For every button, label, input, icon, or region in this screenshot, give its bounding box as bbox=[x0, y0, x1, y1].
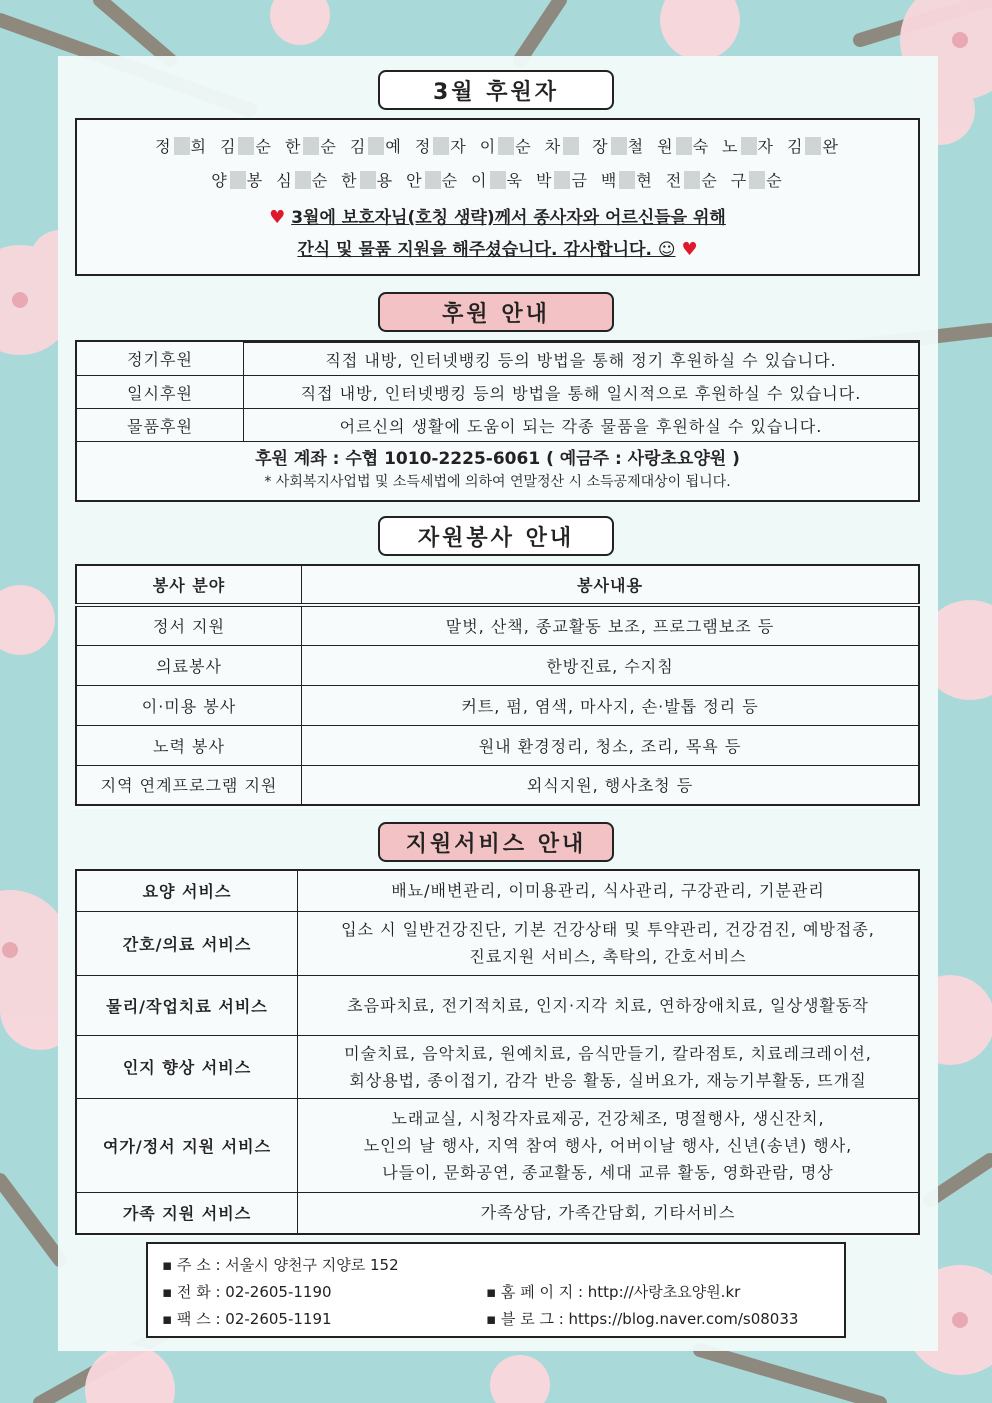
name-part: 구 bbox=[730, 171, 749, 190]
sponsor-name bbox=[545, 137, 580, 156]
service-name: 인지 향상 서비스 bbox=[76, 1035, 298, 1098]
volunteer-content: 원내 환경정리, 청소, 조리, 목욕 등 bbox=[302, 725, 920, 765]
name-part: 김 bbox=[220, 137, 238, 156]
service-detail bbox=[298, 870, 920, 911]
name-part: 김 bbox=[786, 137, 805, 156]
sponsor-name bbox=[285, 137, 338, 156]
name-part: 예 bbox=[385, 137, 403, 156]
sponsor-name bbox=[601, 171, 654, 190]
redaction-block bbox=[303, 137, 319, 155]
service-row bbox=[76, 1035, 919, 1098]
service-detail-line: 배뇨/배변관리, 이미용관리, 식사관리, 구강관리, 기분관리 bbox=[391, 881, 825, 901]
redaction-block bbox=[554, 171, 570, 189]
sponsors-title: 3월 후원자 bbox=[378, 70, 614, 110]
donation-type: 일시후원 bbox=[77, 376, 244, 409]
sponsor-name bbox=[406, 171, 459, 190]
name-part: 현 bbox=[636, 171, 654, 190]
name-part: 용 bbox=[376, 171, 395, 190]
service-detail-line: 나들이, 문화공연, 종교활동, 세대 교류 활동, 영화관람, 명상 bbox=[382, 1162, 834, 1182]
name-part: 한 bbox=[284, 137, 303, 156]
service-detail-line: 회상용법, 종이접기, 감각 반응 활동, 실버요가, 재능기부활동, 뜨개질 bbox=[349, 1070, 867, 1090]
volunteer-content: 커트, 펌, 염색, 마사지, 손·발톱 정리 등 bbox=[302, 685, 920, 725]
name-part: 자 bbox=[450, 137, 468, 156]
name-part: 김 bbox=[349, 137, 368, 156]
redaction-block bbox=[684, 171, 700, 189]
services-table bbox=[75, 869, 920, 1235]
service-detail bbox=[298, 975, 920, 1035]
donation-table bbox=[77, 342, 918, 442]
redaction-block bbox=[238, 137, 254, 155]
services-box bbox=[75, 869, 920, 1237]
volunteer-content: 외식지원, 행사초청 등 bbox=[302, 765, 920, 805]
name-part: 차 bbox=[544, 137, 563, 156]
name-part: 순 bbox=[441, 171, 460, 190]
heart-icon: ♥ bbox=[681, 239, 698, 260]
donation-row bbox=[77, 376, 918, 409]
redaction-block bbox=[425, 171, 441, 189]
name-part: 원 bbox=[657, 137, 675, 156]
service-name: 요양 서비스 bbox=[76, 870, 298, 911]
sponsor-name bbox=[536, 171, 589, 190]
name-part: 숙 bbox=[692, 137, 711, 156]
donation-desc: 직접 내방, 인터넷뱅킹 등의 방법을 통해 일시적으로 후원하실 수 있습니다. bbox=[244, 376, 919, 409]
sponsor-name bbox=[341, 171, 394, 190]
sponsor-name bbox=[155, 137, 208, 156]
name-part: 정 bbox=[414, 137, 433, 156]
service-name: 물리/작업치료 서비스 bbox=[76, 975, 298, 1035]
service-detail bbox=[298, 1035, 920, 1098]
name-part: 순 bbox=[515, 137, 533, 156]
name-part: 완 bbox=[822, 137, 840, 156]
volunteer-table bbox=[75, 564, 920, 806]
volunteer-title: 자원봉사 안내 bbox=[378, 516, 614, 556]
service-detail-line: 진료지원 서비스, 촉탁의, 간호서비스 bbox=[469, 947, 747, 966]
service-detail-line: 미술치료, 음악치료, 원예치료, 음식만들기, 칼라점토, 치료레크레이션, bbox=[344, 1043, 872, 1063]
sponsor-name bbox=[592, 137, 645, 156]
service-detail-line: 노인의 날 행사, 지역 참여 행사, 어버이날 행사, 신년(송년) 행사, bbox=[363, 1135, 853, 1155]
homepage-link[interactable]: ▪ 홈 페 이 지 : http://사랑초요양원.kr bbox=[486, 1283, 741, 1301]
redaction-block bbox=[563, 137, 579, 155]
sponsor-name bbox=[350, 137, 403, 156]
name-part: 금 bbox=[571, 171, 589, 190]
redaction-block bbox=[498, 137, 514, 155]
name-part: 전 bbox=[665, 171, 684, 190]
volunteer-row bbox=[76, 605, 919, 645]
phone: ▪ 전 화 : 02-2605-1190 bbox=[162, 1283, 332, 1301]
donation-type: 물품후원 bbox=[77, 409, 244, 442]
sponsor-name bbox=[211, 171, 264, 190]
sponsor-name bbox=[415, 137, 468, 156]
service-detail-line: 초음파치료, 전기적치료, 인지·지각 치료, 연하장애치료, 일상생활동작 bbox=[347, 995, 869, 1015]
donation-box bbox=[75, 340, 920, 502]
service-row bbox=[76, 975, 919, 1035]
name-part: 심 bbox=[276, 171, 294, 190]
volunteer-box bbox=[75, 564, 920, 809]
sponsor-names-row bbox=[77, 130, 918, 164]
sponsor-name bbox=[471, 171, 524, 190]
blog-link[interactable]: ▪ 블 로 그 : https://blog.naver.com/s08033 bbox=[486, 1310, 799, 1328]
redaction-block bbox=[749, 171, 765, 189]
sponsor-name bbox=[657, 137, 710, 156]
name-part: 봉 bbox=[246, 171, 265, 190]
redaction-block bbox=[360, 171, 376, 189]
sponsor-name bbox=[276, 171, 329, 190]
service-row bbox=[76, 1192, 919, 1234]
name-part: 박 bbox=[535, 171, 554, 190]
fax: ▪ 팩 스 : 02-2605-1191 bbox=[162, 1310, 332, 1328]
name-part: 순 bbox=[311, 171, 330, 190]
service-row bbox=[76, 1098, 919, 1192]
volunteer-row bbox=[76, 645, 919, 685]
sponsor-names-row bbox=[77, 164, 918, 198]
service-detail-line: 가족상담, 가족간담회, 기타서비스 bbox=[480, 1203, 736, 1223]
services-title: 지원서비스 안내 bbox=[378, 822, 614, 862]
name-part: 정 bbox=[155, 137, 173, 156]
name-part: 노 bbox=[722, 137, 740, 156]
service-detail bbox=[298, 911, 920, 975]
redaction-block bbox=[490, 171, 506, 189]
volunteer-field: 노력 봉사 bbox=[76, 725, 302, 765]
volunteer-row bbox=[76, 685, 919, 725]
service-row bbox=[76, 911, 919, 975]
redaction-block bbox=[805, 137, 821, 155]
donation-desc: 어르신의 생활에 도움이 되는 각종 물품을 후원하실 수 있습니다. bbox=[244, 409, 919, 442]
sponsors-box bbox=[75, 118, 920, 276]
heart-icon: ♥ bbox=[269, 207, 286, 228]
name-part: 이 bbox=[471, 171, 489, 190]
volunteer-row bbox=[76, 765, 919, 805]
name-part: 양 bbox=[211, 171, 229, 190]
header-content: 봉사내용 bbox=[302, 565, 920, 605]
name-part: 순 bbox=[255, 137, 273, 156]
donation-type: 정기후원 bbox=[77, 343, 244, 376]
service-name: 간호/의료 서비스 bbox=[76, 911, 298, 975]
sponsor-name bbox=[666, 171, 719, 190]
redaction-block bbox=[230, 171, 246, 189]
redaction-block bbox=[295, 171, 311, 189]
service-row bbox=[76, 870, 919, 911]
volunteer-field: 지역 연계프로그램 지원 bbox=[76, 765, 302, 805]
service-name: 가족 지원 서비스 bbox=[76, 1192, 298, 1234]
name-part: 철 bbox=[627, 137, 646, 156]
sponsor-name bbox=[731, 171, 784, 190]
donation-row bbox=[77, 343, 918, 376]
name-part: 순 bbox=[320, 137, 338, 156]
redaction-block bbox=[619, 171, 635, 189]
service-detail-line: 노래교실, 시청각자료제공, 건강체조, 명절행사, 생신잔치, bbox=[391, 1108, 825, 1128]
volunteer-row bbox=[76, 725, 919, 765]
name-part: 안 bbox=[406, 171, 424, 190]
header-field: 봉사 분야 bbox=[76, 565, 302, 605]
address: ▪ 주 소 : 서울시 양천구 지양로 152 bbox=[162, 1256, 399, 1274]
redaction-block bbox=[174, 137, 190, 155]
name-part: 백 bbox=[600, 171, 619, 190]
thanks-line-1 bbox=[77, 202, 918, 234]
service-name: 여가/정서 지원 서비스 bbox=[76, 1098, 298, 1192]
donation-title: 후원 안내 bbox=[378, 292, 614, 332]
name-part: 순 bbox=[766, 171, 784, 190]
contact-footer bbox=[146, 1242, 846, 1338]
name-part: 희 bbox=[190, 137, 209, 156]
thanks-line-2 bbox=[77, 234, 918, 266]
name-part: 욱 bbox=[506, 171, 524, 190]
service-detail bbox=[298, 1192, 920, 1234]
redaction-block bbox=[368, 137, 384, 155]
name-part: 자 bbox=[757, 137, 775, 156]
redaction-block bbox=[676, 137, 692, 155]
thanks-text-2: 간식 및 물품 지원을 해주셨습니다. 감사합니다. ☺ bbox=[297, 240, 676, 260]
name-part: 순 bbox=[701, 171, 719, 190]
sponsor-name bbox=[787, 137, 840, 156]
donation-desc: 직접 내방, 인터넷뱅킹 등의 방법을 통해 정기 후원하실 수 있습니다. bbox=[244, 343, 919, 376]
volunteer-field: 의료봉사 bbox=[76, 645, 302, 685]
redaction-block bbox=[611, 137, 627, 155]
service-detail bbox=[298, 1098, 920, 1192]
name-part: 장 bbox=[592, 137, 610, 156]
donation-row bbox=[77, 409, 918, 442]
volunteer-field: 이·미용 봉사 bbox=[76, 685, 302, 725]
tax-note: * 사회복지사업법 및 소득세법에 의하여 연말정산 시 소득공제대상이 됩니다. bbox=[264, 474, 731, 490]
sponsor-name bbox=[480, 137, 533, 156]
name-part: 한 bbox=[341, 171, 359, 190]
volunteer-content: 말벗, 산책, 종교활동 보조, 프로그램보조 등 bbox=[302, 605, 920, 645]
volunteer-content: 한방진료, 수지침 bbox=[302, 645, 920, 685]
name-part: 이 bbox=[479, 137, 498, 156]
sponsor-name bbox=[722, 137, 775, 156]
redaction-block bbox=[741, 137, 757, 155]
volunteer-field: 정서 지원 bbox=[76, 605, 302, 645]
thanks-text-1: 3월에 보호자님(호칭 생략)께서 종사자와 어르신들을 위해 bbox=[291, 208, 726, 228]
redaction-block bbox=[433, 137, 449, 155]
sponsor-name bbox=[220, 137, 273, 156]
donation-account: 후원 계좌 : 수협 1010-2225-6061 ( 예금주 : 사랑초요양원 ) bbox=[255, 449, 740, 469]
service-detail-line: 입소 시 일반건강진단, 기본 건강상태 및 투약관리, 건강검진, 예방접종, bbox=[341, 920, 875, 939]
